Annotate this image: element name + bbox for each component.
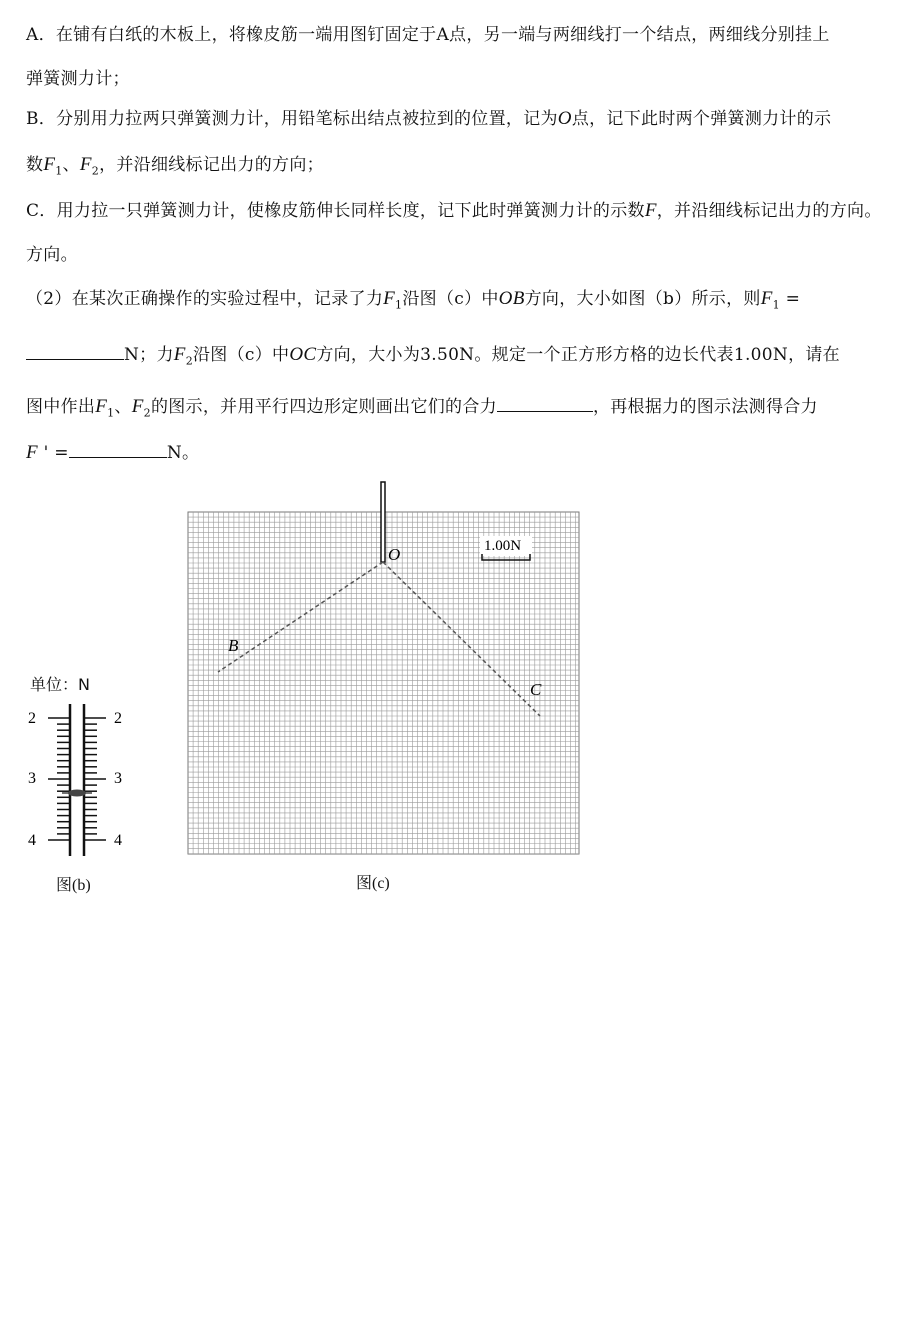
tick-label-3-right: 3 [114, 770, 122, 787]
figure-b-spring-scale [24, 700, 134, 860]
question2-line2: N；力$F_2$沿图（c）中OC方向，大小为3.50N。规定一个正方形方格的边长代表1.00N，请在 [26, 340, 840, 367]
question2-line4: F ' = N。 [26, 442, 200, 463]
step-c-line2: 方向。 [26, 245, 78, 265]
step-a-line1: A．在铺有白纸的木板上，将橡皮筋一端用图钉固定于A点，另一端与两细线打一个结点，两细线分别挂上 [26, 25, 830, 45]
step-b-line1: B．分别用力拉两只弹簧测力计，用铅笔标出结点被拉到的位置，记为O点，记下此时两个弹簧测力计的示 [26, 108, 832, 129]
step-b-line2: 数$F_1$、$F_2$，并沿细线标记出力的方向； [26, 154, 324, 178]
figure-c-caption: 图(c) [356, 875, 390, 892]
answer-blank-resultant[interactable] [497, 395, 593, 412]
step-c-line1: C．用力拉一只弹簧测力计，使橡皮筋伸长同样长度，记下此时弹簧测力计的示数F，并沿细线标记出力的方向。 [26, 200, 882, 221]
figure-b-caption: 图(b) [56, 877, 91, 894]
figure-b-unit-label: 单位：N [30, 675, 90, 694]
point-b-label: B [228, 636, 239, 655]
answer-blank-f1[interactable] [26, 343, 124, 360]
point-o-label: O [388, 545, 401, 564]
figure-c-grid [180, 478, 590, 868]
tick-label-2-left: 2 [28, 710, 36, 727]
point-c-label: C [530, 680, 542, 699]
question2-line1: （2）在某次正确操作的实验过程中，记录了力$F_1$沿图（c）中OB方向，大小如图（b）所示，则$F_1$ = [26, 288, 801, 312]
rubber-band-rod [381, 482, 385, 562]
tick-label-4-left: 4 [28, 832, 36, 849]
scale-label: 1.00N [484, 538, 522, 554]
tick-label-3-left: 3 [28, 770, 36, 787]
tick-label-4-right: 4 [114, 832, 122, 849]
tick-label-2-right: 2 [114, 710, 122, 727]
step-a-line2: 弹簧测力计； [26, 69, 130, 89]
answer-blank-resultant-value[interactable] [69, 441, 167, 458]
question2-line3: 图中作出$F_1$、$F_2$的图示，并用平行四边形定则画出它们的合力 ，再根据力的图示法测得合力 [26, 396, 818, 420]
